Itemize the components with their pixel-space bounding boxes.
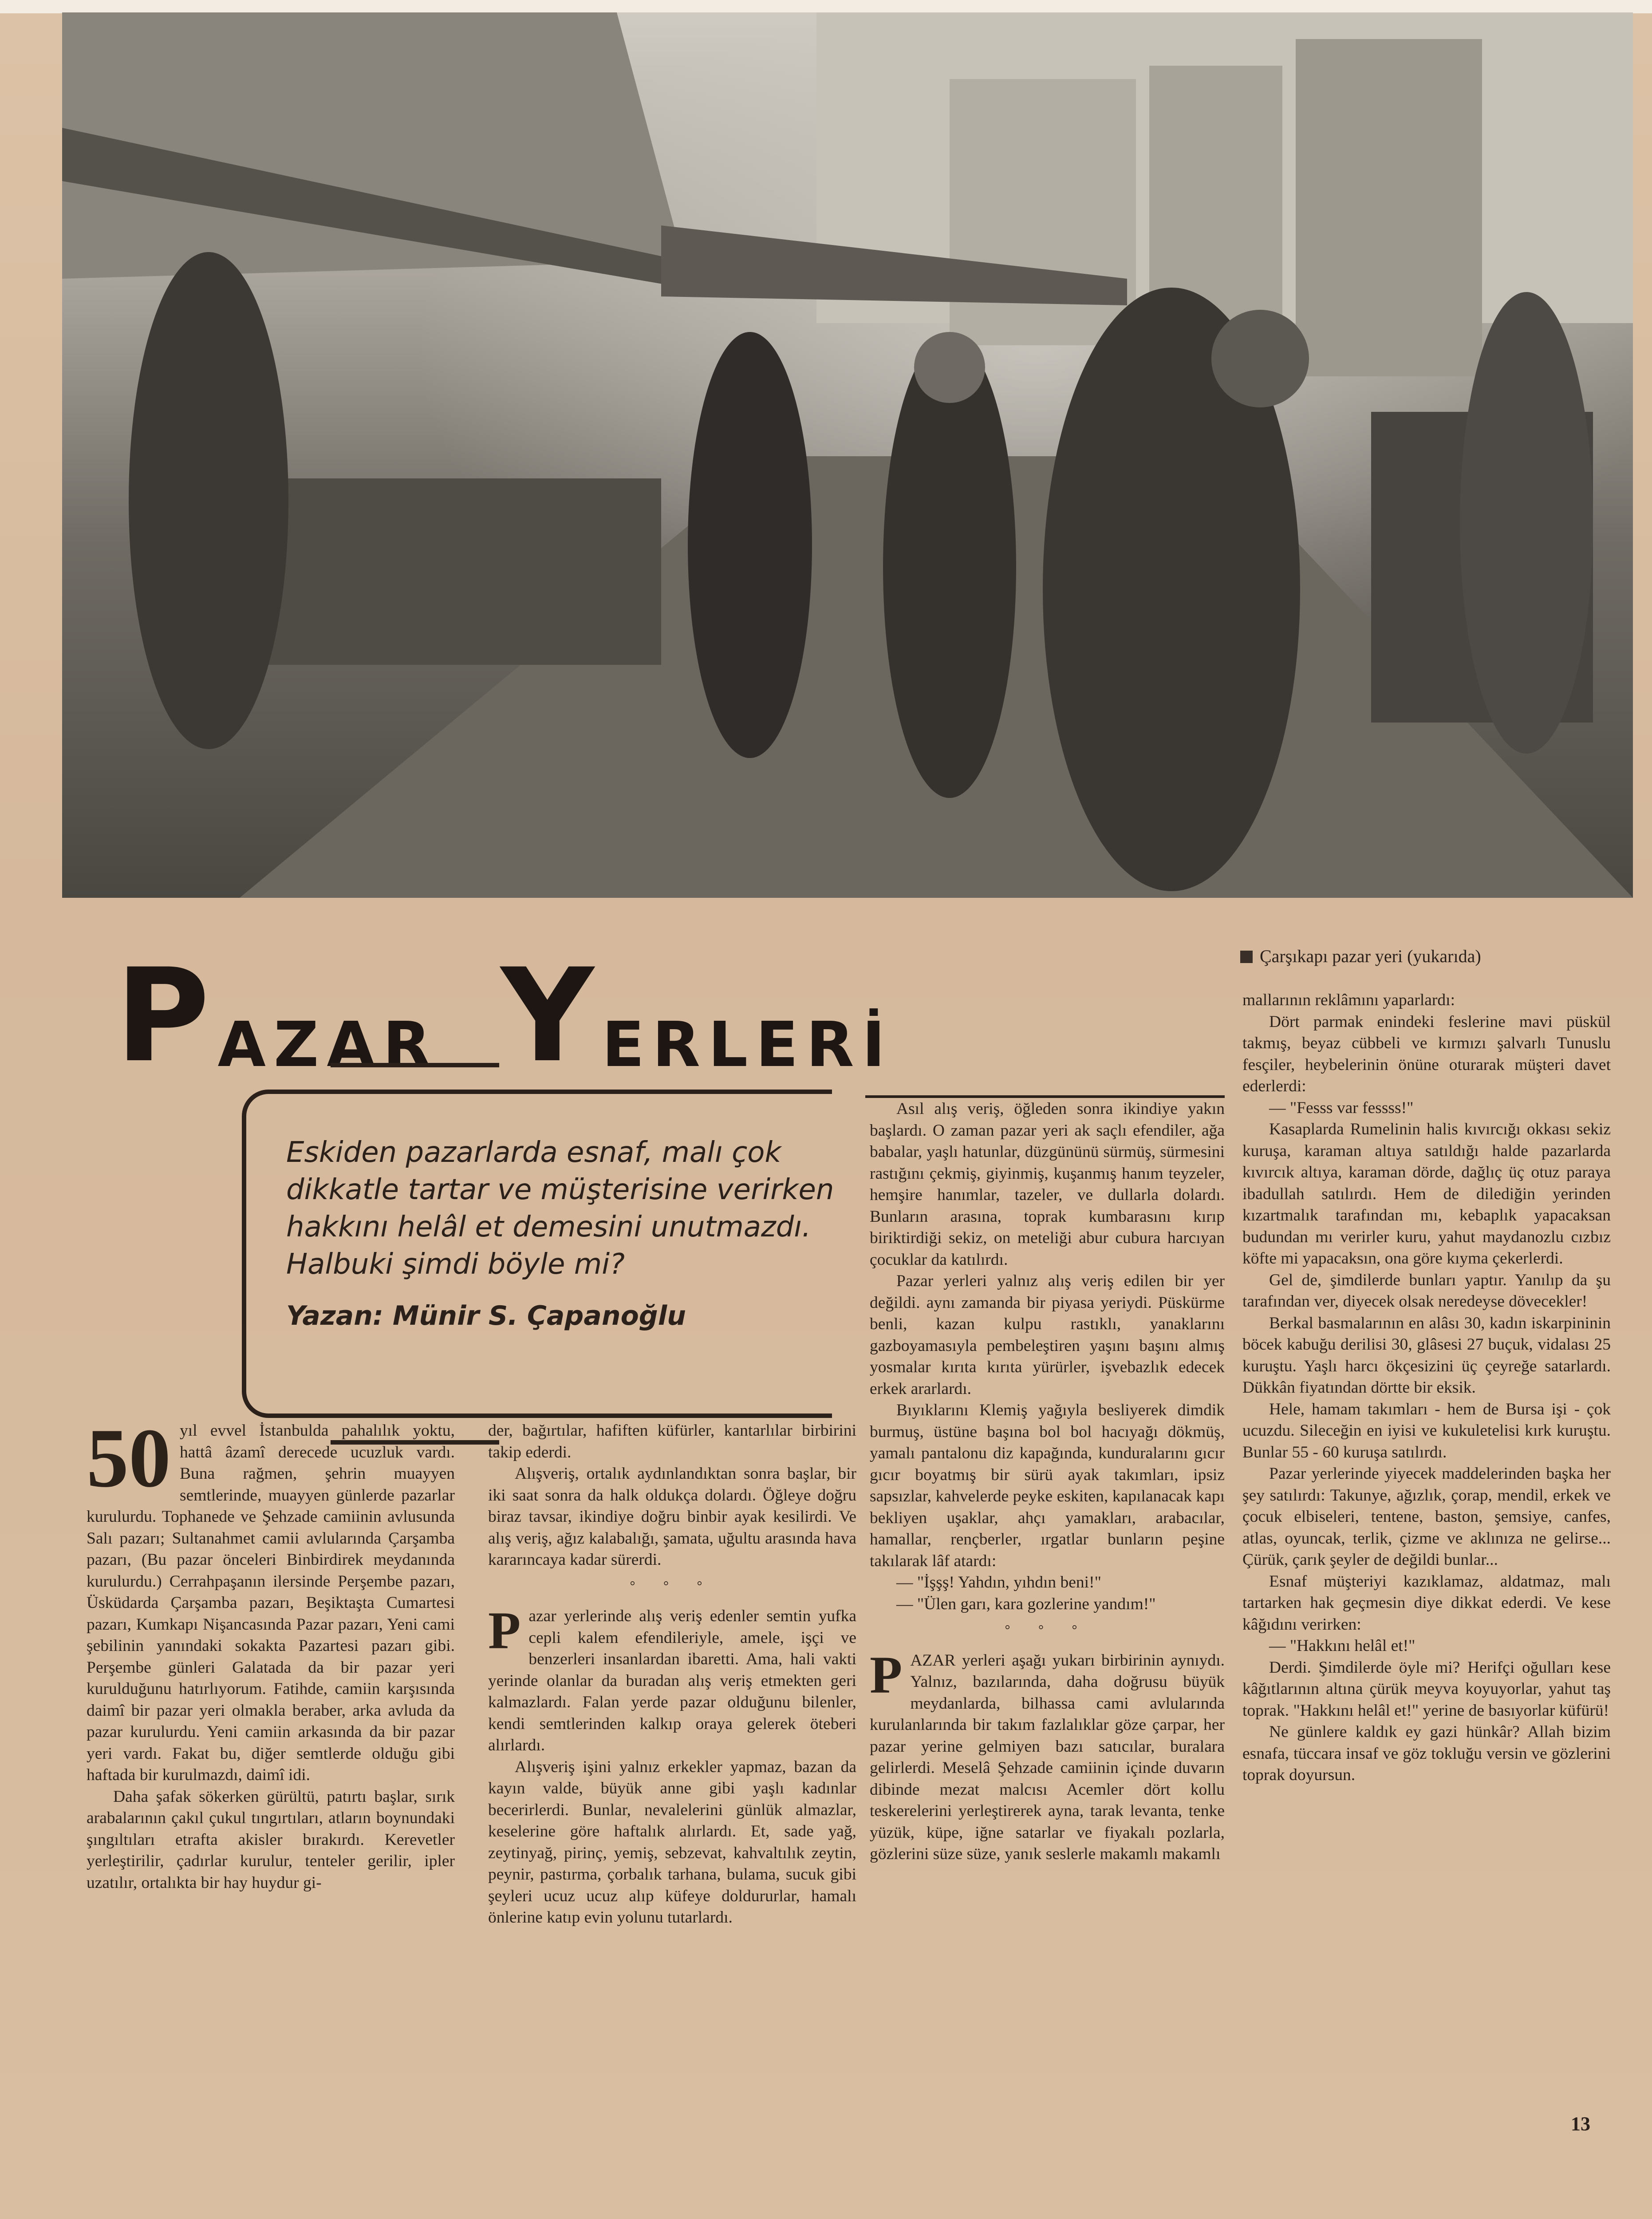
subtitle-text: Eskiden pazarlarda esnaf, malı çok dikkatle tartar ve müşterisine verirken hakkını helâl et demesini unutmazdı. Halbuki şimdi böyle mi? [286,1136,834,1281]
paragraph: Pazar yerlerinde yiyecek maddelerinden başka her şey satılırdı: Takunye, ağızlık, çorap, mendil, erkek ve çocuk elbiseleri, tentene, baston, şemsiye, canfes, atlas, oyuncak, terlik, çizme ve aklınıza ne gelirse... Çürük, çarık şeyler de değildi bunlar... [1242,1465,1611,1569]
paragraph: Alışveriş, ortalık aydınlandıktan sonra başlar, bir iki saat sonra da halk oldukça dolardı. Öğleye doğru biraz tavsar, ikindiye doğru binbir ayak kesilirdi. Ve alış veriş, ağız kalabalığı, şamata, uğultu arasında hava kararıncaya kadar sürerdi. [488,1465,856,1569]
paragraph: 50 yıl evvel İstanbulda pahalılık yoktu, hattâ âzamî derecede ucuzluk vardı. Buna rağmen, şehrin muayyen semtlerinde, muayyen günlerde pazarlar kurulurdu. Tophanede ve Şehzade camiinin avlusunda Salı pazarı; Sultanahmet camii avlularında Çarşamba pazarı, (Bu pazar önceleri Binbirdirek meydanında kurulurdu.) Cerrahpaşanın ilersinde Perşembe pazarı, Üsküdarda Çarşamba pazarı, Beşiktaşta Cumartesi pazarı, Kumkapı Nişancasında Pazar pazarı, Yeni cami şebilinin yanındaki sokakta Pazartesi pazarı gibi. Perşembe günleri Galatada da bir pazar yeri kurulduğunu hatırlıyorum. Fatihde, camiin karşısında daimî bir pazar yeri olmakla beraber, arka avluda da pazar kurulurdu. Yeni camiin arkasında da bir pazar yeri vardı. Fakat bu, diğer semtlerde olduğu gibi haftada bir kurulmazdı, daimî idi. [87,1412,455,1784]
drop-cap: P [488,1601,521,1660]
quote: — "İşşş! Yahdın, yıhdın beni!" [896,1573,1101,1591]
paragraph: Dört parmak enindeki feslerine mavi püskül takmış, beyaz cübbeli ve kırmızı şalvarlı Tunuslu fesçiler, heybelerinin önüne oturarak müşteri davet ederlerdi: [1242,1012,1611,1095]
article-title [115,941,1136,1091]
paragraph: Derdi. Şimdilerde öyle mi? Herifçi oğulları kese kâğıtlarının altına çürük meyva koyuyorlar, yahut taş toprak. "Hakkını helâl et!" yerine de basıyorlar küfürü! [1242,1658,1611,1720]
quote: — "Fesss var fessss!" [1269,1098,1414,1117]
title-word-yerleri: YERLERİ [501,941,893,1091]
paragraph: Esnaf müşteriyi kazıklamaz, aldatmaz, malı tartarken hak geçmesin diye dikkat ederdi. Ve kese kâğıdını verirken: [1242,1572,1611,1634]
photo-caption: Çarşıkapı pazar yeri (yukarıda) [1240,943,1622,970]
market-photo [62,12,1633,898]
paragraph: Kasaplarda Rumelinin halis kıvırcığı okkası sekiz kuruşa, karaman altıya satıldığı halde pazarlarda kıvırcık altıya, karaman dörde, dağlıç üç otuz paraya ibadullah satılırdı. Hem de dilediğin yerinden kızartmalık tarafından mı, kebaplık yapacaksan budundan mı verirler kuru, yahut maydanozlu cızbız köfte mi yapacaksın, ona göre kıyma çekerlerdi. [1242,1120,1611,1267]
drop-cap: P [870,1645,903,1704]
quote: — "Ülen garı, kara gozlerine yandım!" [896,1595,1156,1613]
quote: — "Hakkını helâl et!" [1269,1637,1415,1655]
paragraph: mallarının reklâmını yaparlardı: [1242,991,1455,1009]
caption-square-icon [1240,951,1253,963]
paragraph: Hele, hamam takımları - hem de Bursa işi - çok ucuzdu. Sileceğin en iyisi ve kukuletelisi kırk kuruştu. Bunlar 55 - 60 kuruşa satılırdı. [1242,1400,1611,1461]
paragraph: Bıyıklarını Klemiş yağıyla besliyerek dimdik burmuş, üstüne başına bol bol hacıyağı dökmüş, yamalı pantalonu diz kapağında, kunduralarını gıcır gıcır boyatmış bir sürü ayak takımları, ipsiz sapsızlar, kahvelerde peyke eskiten, kapılanacak kapı bekliyen uşaklar, ahçı yamakları, arabacılar, hamallar, rençberler, ırgatlar bunların peşine takılarak lâf atardı: [870,1401,1225,1570]
page-top-edge [0,0,1652,13]
paragraph: PAZAR yerleri aşağı yukarı birbirinin aynıydı. Yalnız, bazılarında, daha doğrusu büyük meydanlarda, bilhassa cami avlularında kurulanlarında bir takım fazlalıklar göze çarpar, her pazar yerine gelmiyen bazı satıcılar, buralara gelirlerdi. Meselâ Şehzade camiinin içinde duvarın dibinde mezat malcısı Acemler dört kollu teskerelerini yerleştirerek ayna, tarak levanta, tenke yüzük, küpe, iğne satarlar ve fiyakalı pozlarla, gözlerini süze süze, yanık seslerle makamlı makamlı [870,1645,1225,1863]
title-word-pazar: PAZAR [115,941,439,1091]
section-separator: ° ° ° [1005,1623,1090,1637]
subtitle-box-top-tab [331,1063,499,1067]
paragraph: Pazar yerleri yalnız alış veriş edilen bir yer değildi. aynı zamanda bir piyasa yeriydi. Püskürme benli, kazan kulpu rastıklı, yanaklarını gazboyamasıyla pembeleştiren yaşını başını almış yosmalar kırıta kırıta yürürler, işvebazlık edecek erkek ararlardı. [870,1272,1225,1398]
page-number: 13 [1571,2113,1590,2135]
drop-number: 50 [87,1412,171,1505]
paragraph: Ne günlere kaldık ey gazi hünkâr? Allah bizim esnafa, tüccara insaf ve göz tokluğu versin ve gözlerini toprak doyursun. [1242,1723,1611,1784]
paragraph: Gel de, şimdilerde bunları yaptır. Yanılıp da şu tarafından ver, diyecek olsak neredeyse dövecekler! [1242,1271,1611,1311]
article-column-1 [87,1412,455,1894]
market-street-photo-icon [62,12,1633,898]
paragraph: Alışveriş işini yalnız erkekler yapmaz, bazan da kayın valde, büyük anne gibi yaşlı kadınlar becerirlerdi. Bunlar, nevalelerini günlük almazlar, keselerine göre haftalık alırlardı. Et, sade yağ, zeytinyağ, pirinç, yemiş, sebzevat, kahvaltılık zeytin, peynir, pastırma, çorbalık tarhana, bulama, sucuk gibi şeyleri ucuz ucuz alıp küfeye doldururlar, hamalı önlerine katıp evin yolunu tutarlardı. [488,1757,856,1927]
paragraph: Asıl alış veriş, öğleden sonra ikindiye yakın başlardı. O zaman pazar yeri ak saçlı efendiler, ağa babalar, yaşlı hatunlar, düzgününü sürmüş, sürmesini rastığını çekmiş, giyinmiş, kuşanmış hanım teyzeler, hemşire hanımlar, tazeler, ve dullarla dolardı. Bunların arasına, toprak kumbarasını kırıp biriktirdiği sekiz, on meteliği abur cubura harcıyan çocuklar da katılırdı. [870,1100,1225,1269]
paragraph: Pazar yerlerinde alış veriş edenler semtin yufka cepli kalem efendileriyle, amele, işçi ve benzerleri insanlardan ibaretti. Ama, hali vakti yerinde olanlar da buradan alış veriş etmekten geri kalmazlardı. Falan yerde pazar olduğunu bilenler, kendi semtlerinden kalkıp oraya gelerek öteberi alırlardı. [488,1601,856,1754]
paragraph: Berkal basmalarının en alâsı 30, kadın iskarpininin böcek kabuğu derilisi 30, glâsesi 27 buçuk, vidalası 25 kuruştu. Yaşlı harcı ökçesizini üç çeyreğe satarlardı. Dükkân fiyatından dörtte bir eksik. [1242,1314,1611,1397]
subtitle-box [242,1090,832,1418]
article-column-2 [488,1420,856,1929]
article-column-4 [1242,990,1611,1786]
article-author: Yazan: Münir S. Çapanoğlu [286,1300,686,1331]
paragraph: der, bağırtılar, hafiften küfürler, kantarlılar birbirini takip ederdi. [488,1421,856,1461]
paragraph: Daha şafak sökerken gürültü, patırtı başlar, sırık arabalarının çakıl çukul tıngırtıları, atların boynundaki şıngıltıları etrafta akisler bırakırdı. Kerevetler yerleştirilir, çadırlar kurulur, tenteler gerilir, ipler uzatılır, ortalıkta bir hay huydur gi- [87,1787,455,1892]
column-rule [865,1095,1225,1098]
article-column-3 [870,1098,1225,1865]
section-separator: ° ° ° [630,1578,715,1593]
